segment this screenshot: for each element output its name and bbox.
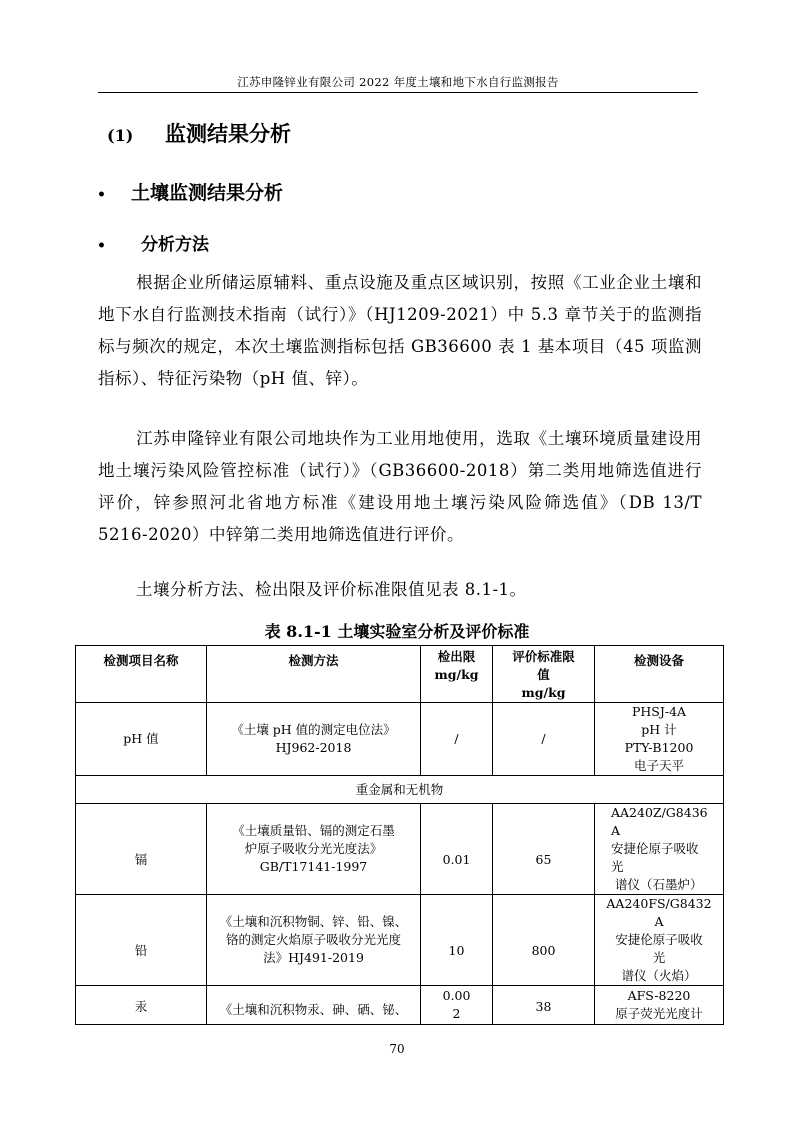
- header-equipment: 检测设备: [595, 646, 724, 703]
- cell-standard-limit: 800: [493, 895, 595, 986]
- cell-method: 《土壤 pH 值的测定电位法》 HJ962-2018: [207, 703, 421, 776]
- bullet-dot-icon: •: [97, 238, 106, 254]
- paragraph-text: 土壤分析方法、检出限及评价标准限值见表 8.1-1。: [136, 580, 527, 599]
- cell-detection-limit: 0.00 2: [421, 986, 493, 1025]
- cell-detection-limit: /: [421, 703, 493, 776]
- page-number: 70: [389, 1042, 405, 1056]
- section-title: 监测结果分析: [165, 121, 291, 146]
- paragraph-table-reference: [98, 574, 702, 606]
- paragraph-monitoring-indicators: [98, 267, 702, 395]
- cell-item: 铅: [76, 895, 207, 986]
- header-method: 检测方法: [207, 646, 421, 703]
- header-rule: [98, 92, 698, 93]
- bullet-dot-icon: •: [97, 187, 106, 203]
- table-row: [76, 986, 724, 1025]
- table-row: [76, 804, 724, 895]
- cell-standard-limit: 65: [493, 804, 595, 895]
- cell-standard-limit: /: [493, 703, 595, 776]
- cell-method: 《土壤和沉积物铜、锌、铅、镍、 铬的测定火焰原子吸收分光光度 法》HJ491-2019: [207, 895, 421, 986]
- section-number: (1): [107, 126, 134, 145]
- cell-method: 《土壤质量铅、镉的测定石墨 炉原子吸收分光光度法》 GB/T17141-1997: [207, 804, 421, 895]
- running-header: 江苏申隆锌业有限公司 2022 年度土壤和地下水自行监测报告: [237, 75, 559, 89]
- table-header-row: [76, 646, 724, 703]
- cell-equipment: PHSJ-4A pH 计 PTY-B1200 电子天平: [595, 703, 724, 776]
- paragraph-text: 江苏申隆锌业有限公司地块作为工业用地使用，选取《土壤环境质量建设用地土壤污染风险管控标准（试行）》（GB36600-2018）第二类用地筛选值进行评价，锌参照河北省地方标准《建设用地土壤污染风险筛选值》（DB 13/T 5216-2020）中锌第二类用地筛选值进行评价。: [98, 429, 702, 544]
- cell-detection-limit: 10: [421, 895, 493, 986]
- cell-item: pH 值: [76, 703, 207, 776]
- cell-standard-limit: 38: [493, 986, 595, 1025]
- cell-item: 镉: [76, 804, 207, 895]
- bullet-analysis-method: [97, 230, 209, 255]
- cell-method: 《土壤和沉积物汞、砷、硒、铋、: [207, 986, 421, 1025]
- cell-equipment: AA240Z/G8436 A 安捷伦原子吸收 光 谱仪（石墨炉）: [595, 804, 724, 895]
- cell-detection-limit: 0.01: [421, 804, 493, 895]
- table-caption: 表 8.1-1 土壤实验室分析及评价标准: [264, 622, 530, 641]
- section-label: 重金属和无机物: [76, 776, 724, 804]
- cell-equipment: AFS-8220 原子荧光光度计: [595, 986, 724, 1025]
- header-item-name: 检测项目名称: [76, 646, 207, 703]
- table-row: [76, 895, 724, 986]
- section-heading: [107, 118, 291, 148]
- bullet-text: 土壤监测结果分析: [131, 182, 284, 204]
- soil-analysis-table: [75, 645, 724, 1025]
- cell-equipment: AA240FS/G8432 A 安捷伦原子吸收 光 谱仪（火焰）: [595, 895, 724, 986]
- table-section-row: [76, 776, 724, 804]
- paragraph-evaluation-standard: [98, 423, 702, 551]
- header-detection-limit: 检出限 mg/kg: [421, 646, 493, 703]
- cell-item: 汞: [76, 986, 207, 1025]
- table-row: [76, 703, 724, 776]
- header-standard-limit: 评价标准限 值 mg/kg: [493, 646, 595, 703]
- bullet-soil-results: [97, 178, 283, 205]
- paragraph-text: 根据企业所储运原辅料、重点设施及重点区域识别，按照《工业企业土壤和地下水自行监测技术指南（试行）》（HJ1209-2021）中 5.3 章节关于的监测指标与频次的规定，本次土壤监测指标包括 GB36600 表 1 基本项目（45 项监测指标）、特征污染物（pH 值、锌）。: [98, 273, 702, 388]
- bullet-text: 分析方法: [141, 235, 209, 255]
